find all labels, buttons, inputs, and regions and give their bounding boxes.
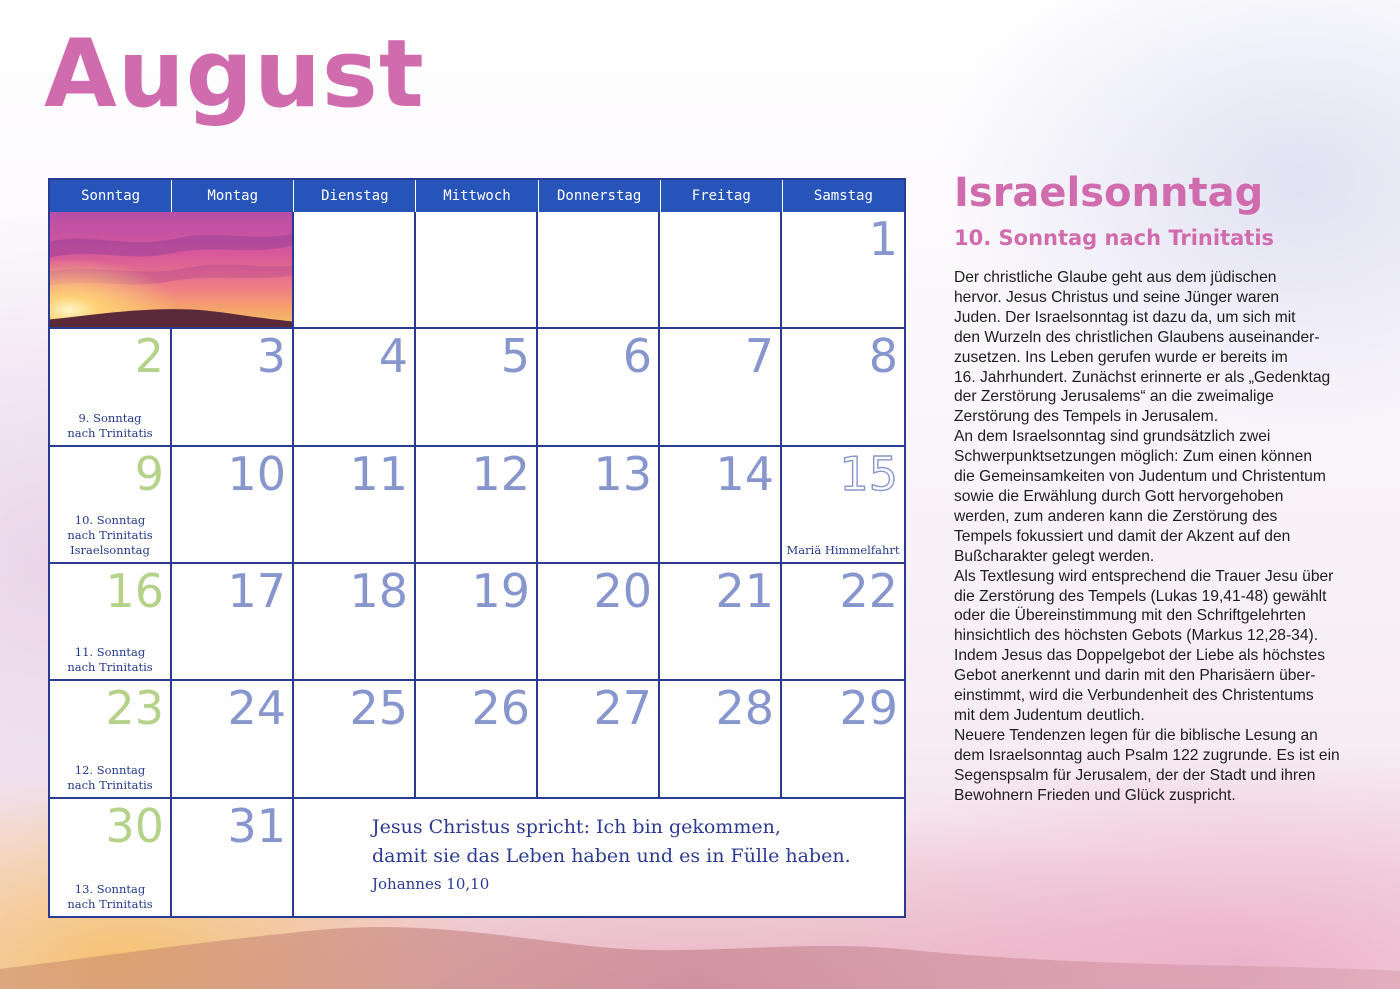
day-number: 26 [471, 681, 530, 736]
day-number: 4 [378, 329, 408, 384]
body-line: der Zerstörung Jerusalems“ an die zweimalige [954, 388, 1274, 406]
day-cell[interactable] [294, 681, 416, 798]
day-cell-empty [294, 212, 416, 329]
body-line: Als Textlesung wird entsprechend die Trauer Jesu über [954, 567, 1334, 585]
day-note: 9. Sonntag nach Trinitatis [67, 410, 153, 440]
body-line: oder die Übereinstimmung mit den Schriftgelehrten [954, 607, 1306, 625]
day-note: 10. Sonntag nach Trinitatis Israelsonntag [67, 513, 153, 557]
day-cell[interactable] [172, 681, 294, 798]
day-cell[interactable] [782, 212, 904, 329]
day-cell[interactable] [50, 329, 172, 446]
sidebar-body [954, 268, 1354, 805]
verse-text: Jesus Christus spricht: Ich bin gekommen, damit sie das Leben haben und es in Fülle haben. [372, 815, 851, 867]
sunset-image [50, 212, 294, 329]
day-number: 11 [349, 446, 408, 501]
day-cell[interactable] [660, 564, 782, 681]
day-number: 17 [227, 564, 286, 618]
day-cell[interactable] [782, 681, 904, 798]
day-cell[interactable] [172, 799, 294, 916]
day-number: 18 [349, 564, 408, 618]
day-number: 22 [839, 564, 898, 618]
body-line: Bewohnern Frieden und Glück zuspricht. [954, 786, 1236, 804]
day-cell-empty [416, 212, 538, 329]
day-cell[interactable] [538, 447, 660, 564]
body-line: einstimmt, wird die Verbundenheit des Christentums [954, 687, 1314, 705]
sidebar-title: Israelsonntag [954, 170, 1264, 216]
day-number: 19 [471, 564, 530, 618]
day-number: 6 [622, 329, 652, 384]
body-line: 16. Jahrhundert. Zunächst erinnerte er als „Gedenktag [954, 368, 1331, 386]
day-cell-empty [660, 212, 782, 329]
day-number: 12 [471, 446, 530, 501]
day-number: 24 [227, 681, 286, 736]
day-number: 15 [839, 446, 898, 501]
body-line: Indem Jesus das Doppelgebot der Liebe als höchstes [954, 647, 1326, 665]
day-number: 14 [715, 446, 774, 501]
weekday-thursday: Donnerstag [539, 180, 661, 212]
day-number: 10 [227, 446, 286, 501]
day-cell[interactable] [172, 329, 294, 446]
day-cell[interactable] [660, 681, 782, 798]
day-cell[interactable] [50, 564, 172, 681]
day-note: 12. Sonntag nach Trinitatis [67, 762, 153, 792]
day-cell[interactable] [782, 329, 904, 446]
weekday-header [50, 180, 904, 212]
day-cell[interactable] [782, 564, 904, 681]
body-line: Der christliche Glaube geht aus dem jüdischen [954, 269, 1277, 286]
day-number: 7 [744, 329, 774, 384]
calendar-grid [48, 178, 906, 918]
day-number: 23 [105, 681, 164, 736]
body-line: hinsichtlich des höchsten Gebots (Markus 12,28-34). [954, 627, 1319, 645]
weekday-saturday: Samstag [813, 188, 873, 204]
day-number: 25 [349, 681, 408, 736]
body-line: Gebot anerkennt und darin mit den Pharisäern über- [954, 667, 1316, 685]
day-cell[interactable] [50, 799, 172, 916]
body-line: zusetzen. Ins Leben gerufen wurde er bereits im [954, 348, 1288, 366]
body-line: Zerstörung des Tempels in Jerusalem. [954, 408, 1219, 426]
day-cell[interactable] [294, 564, 416, 681]
day-cell[interactable] [782, 447, 904, 564]
body-line: An dem Israelsonntag sind grundsätzlich zwei [954, 428, 1271, 446]
day-cell[interactable] [538, 329, 660, 446]
day-note: 11. Sonntag nach Trinitatis [67, 645, 153, 675]
day-cell[interactable] [172, 564, 294, 681]
body-line: hervor. Jesus Christus und seine Jünger waren [954, 288, 1280, 306]
day-cell[interactable] [294, 447, 416, 564]
weekday-friday: Freitag [661, 180, 783, 212]
body-line: Juden. Der Israelsonntag ist dazu da, um sich mit [954, 308, 1296, 326]
body-line: Bußcharakter gelegt werden. [954, 547, 1155, 565]
day-number: 1 [868, 212, 898, 266]
body-line: werden, zum anderen kann die Zerstörung des [954, 507, 1278, 525]
day-cell[interactable] [416, 681, 538, 798]
body-line: Segenspsalm für Jerusalem, der der Stadt und ihren [954, 766, 1316, 784]
day-number: 29 [839, 681, 898, 736]
body-line: Schwerpunktsetzungen möglich: Zum einen können [954, 448, 1313, 466]
weekday-wednesday: Mittwoch [416, 180, 538, 212]
day-number: 21 [715, 564, 774, 618]
day-cell[interactable] [416, 329, 538, 446]
weekday-monday: Montag [172, 180, 294, 212]
day-cell-empty [538, 212, 660, 329]
body-line: die Gemeinsamkeiten von Judentum und Christentum [954, 468, 1326, 486]
day-number: 20 [593, 564, 652, 618]
day-number: 27 [593, 681, 652, 736]
day-number: 8 [868, 329, 898, 384]
body-line: den Wurzeln des christlichen Glaubens auseinander- [954, 328, 1320, 346]
day-number: 28 [715, 681, 774, 736]
body-line: Tempels fokussiert und damit der Akzent auf den [954, 527, 1291, 545]
day-cell[interactable] [538, 681, 660, 798]
day-number: 31 [227, 798, 286, 853]
body-line: dem Israelsonntag auch Psalm 122 zugrunde. Es ist ein [954, 746, 1340, 764]
day-cell[interactable] [172, 447, 294, 564]
day-cell[interactable] [416, 564, 538, 681]
month-title: August [44, 20, 425, 129]
bible-verse [294, 799, 904, 916]
weekday-tuesday: Dienstag [294, 180, 416, 212]
day-number: 30 [105, 798, 164, 853]
day-number: 9 [134, 446, 164, 501]
day-number: 16 [105, 564, 164, 618]
day-cell[interactable] [538, 564, 660, 681]
body-line: mit dem Judentum deutlich. [954, 706, 1145, 724]
day-number: 3 [256, 329, 286, 384]
day-number: 2 [134, 329, 164, 384]
body-line: sowie die Erwählung durch Gott hervorgehoben [954, 487, 1284, 505]
day-number: 5 [500, 329, 530, 384]
day-cell[interactable] [660, 447, 782, 564]
day-note: 13. Sonntag nach Trinitatis [67, 882, 153, 911]
day-cell[interactable] [50, 447, 172, 564]
day-cell[interactable] [294, 329, 416, 446]
day-cell[interactable] [416, 447, 538, 564]
day-number: 13 [593, 446, 652, 501]
sidebar-subtitle: 10. Sonntag nach Trinitatis [954, 226, 1275, 250]
verse-reference: Johannes 10,10 [372, 874, 490, 893]
day-cell[interactable] [50, 681, 172, 798]
day-note: Mariä Himmelfahrt [786, 543, 900, 557]
body-line: Neuere Tendenzen legen für die biblische Lesung an [954, 726, 1318, 744]
body-line: die Zerstörung des Tempels (Lukas 19,41-48) gewählt [954, 587, 1327, 605]
weekday-sunday: Sonntag [50, 180, 172, 212]
day-cell[interactable] [660, 329, 782, 446]
